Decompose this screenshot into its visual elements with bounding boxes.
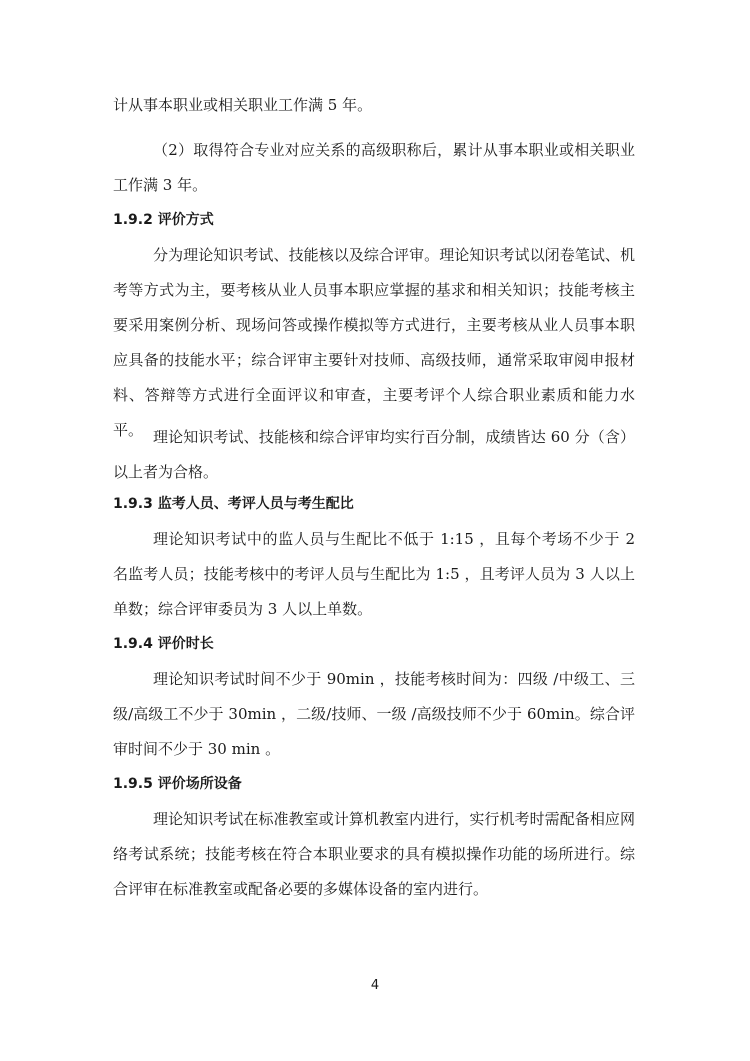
page-number: 4 <box>370 978 380 993</box>
section-heading-duration: 1.9.4 评价时长 <box>113 636 214 652</box>
paragraph-duration: 理论知识考试时间不少于 90min ，技能考核时间为：四级 /中级工、三级/高级工不少于 30min ，二级/技师、一级 /高级技师不少于 60min。综合评审时间不少于 30 min 。 <box>113 670 635 758</box>
paragraph-evaluation-method: 分为理论知识考试、技能核以及综合评审。理论知识考试以闭卷笔试、机考等方式为主，要考核从业人员事本职应掌握的基求和相关知识；技能考核主要采用案例分析、现场问答或操作模拟等方式进行，主要考核从业人员事本职应具备的技能水平；综合评审主要针对技师、高级技师，通常采取审阅申报材料、答辩等方式进行全面评议和审查，主要考评个人综合职业素质和能力水平。 <box>113 246 635 439</box>
paragraph-condition-2: （2）取得符合专业对应关系的高级职称后，累计从事本职业或相关职业工作满 3 年。 <box>113 141 635 194</box>
paragraph-venue: 理论知识考试在标准教室或计算机教室内进行，实行机考时需配备相应网络考试系统；技能考核在符合本职业要求的具有模拟操作功能的场所进行。综合评审在标准教室或配备必要的多媒体设备的室内进行。 <box>113 810 635 898</box>
section-heading-evaluation-method: 1.9.2 评价方式 <box>113 212 214 228</box>
section-heading-venue: 1.9.5 评价场所设备 <box>113 776 242 792</box>
paragraph-staff-ratio: 理论知识考试中的监人员与生配比不低于 1:15 ，且每个考场不少于 2 名监考人员；技能考核中的考评人员与生配比为 1:5 ，且考评人员为 3 人以上单数；综合评审委员为 3 人以上单数。 <box>113 530 635 618</box>
paragraph-scoring: 理论知识考试、技能核和综合评审均实行百分制，成绩皆达 60 分（含）以上者为合格。 <box>113 428 635 481</box>
section-heading-staff-ratio: 1.9.3 监考人员、考评人员与考生配比 <box>113 496 354 512</box>
paragraph-continuation: 计从事本职业或相关职业工作满 5 年。 <box>113 96 373 114</box>
